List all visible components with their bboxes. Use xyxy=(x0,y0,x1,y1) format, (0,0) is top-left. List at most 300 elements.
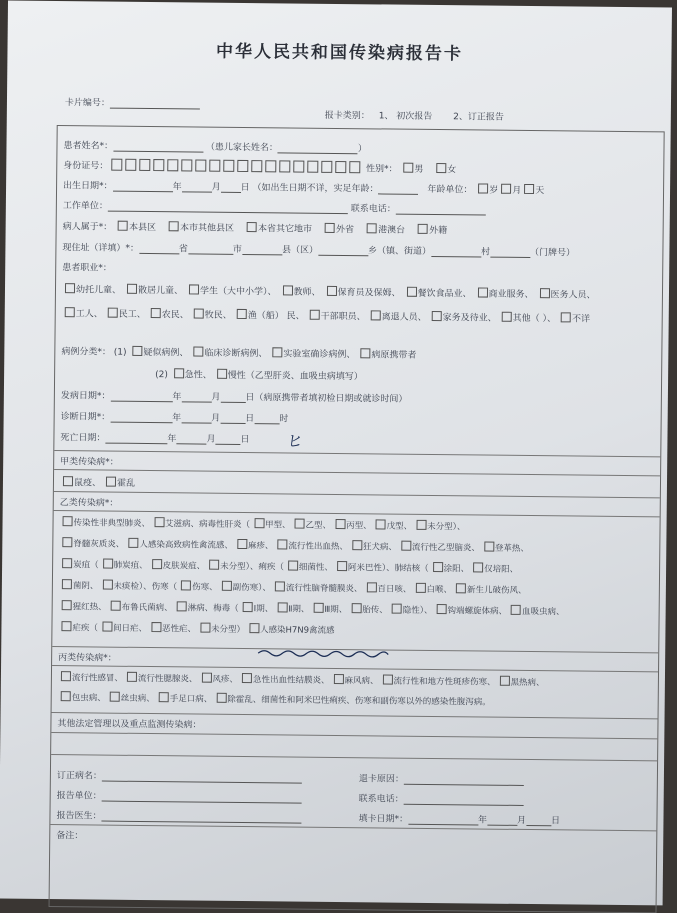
guardian-close: ） xyxy=(357,144,367,155)
return-reason-label: 退卡原因： xyxy=(358,774,404,785)
form-title: 中华人民共和国传染病报告卡 xyxy=(215,41,464,65)
city-blank[interactable] xyxy=(188,243,233,254)
village-blank[interactable] xyxy=(431,246,481,258)
belongs-option-label: 本省其它地市 xyxy=(258,224,313,235)
class-b-disease-checkbox[interactable] xyxy=(288,560,298,570)
class-a-disease-label: 鼠疫、 xyxy=(73,478,102,489)
death-day[interactable] xyxy=(215,434,240,445)
class-b-disease-label: 细菌性、 xyxy=(298,562,333,573)
belongs-option-label: 外省 xyxy=(336,224,355,236)
class-c-disease-checkbox[interactable] xyxy=(201,673,211,683)
occupation-option-label: 医务人员、 xyxy=(550,290,596,301)
occupation-option-label: 其他（ ）、 xyxy=(512,313,557,325)
occupation-option-checkbox[interactable] xyxy=(194,308,204,318)
class-b-disease-label: Ⅰ期、 xyxy=(253,604,274,615)
class-b-disease-checkbox[interactable] xyxy=(63,516,73,526)
female-checkbox[interactable] xyxy=(436,163,446,173)
class-b-disease-checkbox[interactable] xyxy=(473,562,483,572)
age-unit-label: 年龄单位： xyxy=(427,184,473,196)
class-c-row xyxy=(58,671,546,688)
class-b-disease-checkbox[interactable] xyxy=(102,580,112,590)
card-type-field xyxy=(325,108,504,123)
belongs-option-checkbox[interactable] xyxy=(325,223,335,233)
class-b-disease-checkbox[interactable] xyxy=(154,517,164,527)
divider xyxy=(54,469,660,476)
occupation-option-checkbox[interactable] xyxy=(407,287,417,297)
onset-year[interactable] xyxy=(110,391,172,403)
patient-name-label: 患者姓名*： xyxy=(63,141,114,152)
card-number-field[interactable] xyxy=(65,95,200,109)
class-b-disease-label: 人感染H7N9禽流感 xyxy=(259,625,335,636)
class-b-disease-checkbox[interactable] xyxy=(128,538,138,548)
occupation-option-checkbox[interactable] xyxy=(561,312,571,322)
class-b-disease-checkbox[interactable] xyxy=(337,561,347,571)
occupation-row-1 xyxy=(62,282,599,301)
case-class-row-2 xyxy=(155,367,365,382)
divider xyxy=(54,491,660,498)
diag-hour-unit: 时 xyxy=(279,414,289,425)
revised-name-label: 订正病名： xyxy=(56,771,102,782)
class-b-disease-checkbox[interactable] xyxy=(275,581,285,591)
report-unit-blank[interactable] xyxy=(102,791,302,804)
class-c-disease-label: 丝虫病、 xyxy=(120,693,155,705)
id-row xyxy=(63,158,456,175)
phone-label: 联系电话： xyxy=(350,204,396,215)
death-row xyxy=(60,430,249,445)
class-b-disease-checkbox[interactable] xyxy=(366,582,376,592)
occupation-option-label: 干部职员、 xyxy=(320,311,366,323)
id-digit-box[interactable] xyxy=(181,159,192,171)
case-class2-prefix: (2) xyxy=(155,370,168,381)
class-a-disease-checkbox[interactable] xyxy=(63,476,73,486)
class-b-disease-label: 流行性脑脊髓膜炎、 xyxy=(285,583,363,595)
case-class-option-checkbox[interactable] xyxy=(193,346,203,356)
class-c-disease-label: 麻风病、 xyxy=(344,676,379,687)
card-type-label: 报卡类别： xyxy=(324,110,370,122)
class-b-disease-label: 艾滋病、病毒性肝炎（ xyxy=(165,519,251,531)
id-digit-box[interactable] xyxy=(349,161,360,173)
class-b-disease-checkbox[interactable] xyxy=(102,622,112,632)
id-digit-box[interactable] xyxy=(307,161,318,173)
class-b-disease-checkbox[interactable] xyxy=(62,537,72,547)
belongs-option-checkbox[interactable] xyxy=(169,221,179,231)
class-b-disease-checkbox[interactable] xyxy=(437,604,447,614)
guardian-label: （患儿家长姓名： xyxy=(205,142,278,154)
class-b-row xyxy=(59,516,466,532)
case-class-label: 病例分类*： xyxy=(61,347,111,358)
fill-day[interactable] xyxy=(526,815,551,826)
township-blank[interactable] xyxy=(318,245,368,257)
class-b-disease-checkbox[interactable] xyxy=(433,562,443,572)
age-unit-month-checkbox[interactable] xyxy=(501,184,511,194)
class-b-disease-label: 登革热、 xyxy=(494,543,529,555)
class-c-disease-label: 黑热病、 xyxy=(510,677,545,689)
class-b-disease-label: 乙型、 xyxy=(305,520,332,531)
id-digit-box[interactable] xyxy=(335,161,346,173)
contact-phone-label: 联系电话： xyxy=(358,794,404,805)
class-b-disease-checkbox[interactable] xyxy=(484,542,494,552)
diag-hour[interactable] xyxy=(254,413,279,424)
class-a-disease-label: 霍乱 xyxy=(116,478,136,489)
id-digit-box[interactable] xyxy=(321,161,332,173)
class-b-disease-label: 菌阴、 xyxy=(72,581,99,592)
class-c-label: 丙类传染病*： xyxy=(58,653,117,664)
male-checkbox[interactable] xyxy=(403,163,413,173)
class-b-disease-label: 脊髓灰质炎、 xyxy=(73,539,125,550)
occupation-option-checkbox[interactable] xyxy=(327,286,337,296)
diag-year-unit: 年 xyxy=(172,413,182,424)
class-b-disease-label: 流行性出血热、 xyxy=(288,541,348,553)
class-b-disease-checkbox[interactable] xyxy=(277,602,287,612)
phone-blank[interactable] xyxy=(396,204,486,216)
report-doctor-label: 报告医生： xyxy=(56,811,102,822)
case-class-option-label: 临床诊断病例、 xyxy=(204,348,268,360)
class-c-disease-label: 流行性感冒、 xyxy=(71,673,123,684)
class-b-disease-label: 白喉、 xyxy=(426,584,453,596)
onset-month[interactable] xyxy=(181,391,211,402)
form-frame xyxy=(49,125,665,913)
occupation-option-checkbox[interactable] xyxy=(432,311,442,321)
class-c-disease-checkbox[interactable] xyxy=(127,672,137,682)
belongs-option-checkbox[interactable] xyxy=(367,223,377,233)
occupation-option-label: 保育员及保姆、 xyxy=(337,287,401,299)
class-b-disease-label: 肺炭疽、 xyxy=(113,560,148,572)
county-unit: 县（区） xyxy=(281,245,319,256)
card-type-initial[interactable]: 1、 初次报告 xyxy=(378,111,433,122)
class-c-disease-label: 流行性腮腺炎、 xyxy=(137,673,198,685)
class-b-disease-checkbox[interactable] xyxy=(237,539,247,549)
card-type-revised[interactable]: 2、订正报告 xyxy=(453,112,504,123)
occupation-option-checkbox[interactable] xyxy=(540,288,550,298)
class-b-disease-checkbox[interactable] xyxy=(200,623,210,633)
class-b-disease-checkbox[interactable] xyxy=(392,604,402,614)
class-b-disease-label: 百日咳、 xyxy=(377,584,412,595)
work-label: 工作单位： xyxy=(62,201,108,212)
divider xyxy=(51,754,657,761)
return-reason-blank[interactable] xyxy=(404,774,524,786)
case-class-option-checkbox[interactable] xyxy=(217,369,227,379)
class-b-disease-checkbox[interactable] xyxy=(243,602,253,612)
class-b-disease-label: 流行性乙型脑炎、 xyxy=(411,542,480,554)
class-c-disease-checkbox[interactable] xyxy=(159,692,169,702)
age-blank[interactable] xyxy=(378,183,418,194)
dob-row xyxy=(63,178,544,196)
class-b-disease-checkbox[interactable] xyxy=(151,622,161,632)
class-b-disease-checkbox[interactable] xyxy=(511,605,521,615)
class-b-disease-checkbox[interactable] xyxy=(62,600,72,610)
class-b-disease-checkbox[interactable] xyxy=(209,560,219,570)
id-digit-box[interactable] xyxy=(167,159,178,171)
death-month-unit: 月 xyxy=(206,434,216,445)
guardian-blank[interactable] xyxy=(278,142,358,154)
occupation-option-label: 家务及待业、 xyxy=(442,313,497,324)
province-blank[interactable] xyxy=(139,243,179,254)
id-digit-box[interactable] xyxy=(195,159,206,171)
death-year-unit: 年 xyxy=(167,434,177,445)
female-label: 女 xyxy=(447,165,457,176)
class-b-disease-checkbox[interactable] xyxy=(103,559,113,569)
report-unit-label: 报告单位： xyxy=(56,791,102,802)
house-unit: （门牌号） xyxy=(529,248,576,259)
case-class-option-checkbox[interactable] xyxy=(360,348,370,358)
class-c-disease-checkbox[interactable] xyxy=(242,673,252,683)
class-b-disease-label: 甲型、 xyxy=(265,520,291,531)
class-b-disease-label: 未痰检）、伤寒（ xyxy=(113,581,178,593)
belongs-option-checkbox[interactable] xyxy=(247,222,257,232)
onset-year-unit: 年 xyxy=(172,392,182,403)
id-digit-box[interactable] xyxy=(209,160,220,172)
onset-day[interactable] xyxy=(220,392,245,403)
diag-month[interactable] xyxy=(181,412,211,423)
age-unit-day-checkbox[interactable] xyxy=(524,184,534,194)
class-c-row xyxy=(58,691,492,708)
patient-name-row xyxy=(63,138,367,154)
fill-day-unit: 日 xyxy=(550,816,561,827)
occupation-option-label: 教师、 xyxy=(293,287,321,298)
case-class-option-checkbox[interactable] xyxy=(132,346,142,356)
occupation-option-checkbox[interactable] xyxy=(65,283,75,293)
dob-label: 出生日期*： xyxy=(63,181,113,192)
class-b-disease-label: 未分型）、 xyxy=(427,521,466,533)
occupation-option-checkbox[interactable] xyxy=(478,287,488,297)
class-b-disease-label: 人感染高致病性禽流感、 xyxy=(139,539,233,551)
case-class-option-label: 急性、 xyxy=(184,370,212,381)
class-b-disease-checkbox[interactable] xyxy=(62,579,72,589)
class-b-disease-checkbox[interactable] xyxy=(313,603,323,613)
diag-day[interactable] xyxy=(220,413,245,424)
fill-date-row xyxy=(358,811,560,826)
id-digit-box[interactable] xyxy=(111,159,122,171)
class-c-disease-label: 除霍乱、细菌性和阿米巴性痢疾、伤寒和副伤寒以外的感染性腹泻病。 xyxy=(227,694,491,708)
occupation-option-checkbox[interactable] xyxy=(371,310,381,320)
patient-name-blank[interactable] xyxy=(113,141,203,153)
class-b-disease-label: 恶性疟、 xyxy=(161,624,197,635)
class-b-disease-checkbox[interactable] xyxy=(249,623,259,633)
class-b-disease-label: 疟疾（ xyxy=(72,623,99,634)
report-doctor-blank[interactable] xyxy=(101,811,301,824)
class-c-disease-checkbox[interactable] xyxy=(216,693,226,703)
class-c-disease-checkbox[interactable] xyxy=(61,671,71,681)
death-label: 死亡日期： xyxy=(60,433,106,444)
class-b-row xyxy=(59,600,566,617)
contact-phone-blank[interactable] xyxy=(404,794,524,806)
class-b-disease-label: 猩红热、 xyxy=(72,602,107,613)
id-digit-box[interactable] xyxy=(279,160,290,172)
class-b-disease-checkbox[interactable] xyxy=(61,621,71,631)
class-b-disease-label: 新生儿破伤风、 xyxy=(466,585,527,596)
class-b-disease-checkbox[interactable] xyxy=(181,580,191,590)
report-card-sheet xyxy=(0,1,672,906)
class-b-label: 乙类传染病*： xyxy=(59,498,119,509)
class-b-disease-label: 阿米巴性）、肺结核（ xyxy=(347,563,429,574)
class-b-disease-label: 涂阳、 xyxy=(443,564,470,575)
class-b-disease-checkbox[interactable] xyxy=(401,541,411,551)
house-blank[interactable] xyxy=(490,247,530,258)
id-digit-box[interactable] xyxy=(125,159,136,171)
class-b-disease-label: 未分型） xyxy=(210,624,246,636)
occupation-option-checkbox[interactable] xyxy=(502,312,512,322)
occupation-option-label: 民工、 xyxy=(118,309,146,320)
age-unit-year-checkbox[interactable] xyxy=(478,183,488,193)
class-b-disease-label: 传染性非典型肺炎、 xyxy=(73,518,151,530)
county-blank[interactable] xyxy=(242,244,282,255)
occupation-option-checkbox[interactable] xyxy=(282,285,292,295)
class-b-disease-checkbox[interactable] xyxy=(352,540,362,550)
case-class-option-label: 疑似病例、 xyxy=(143,347,189,359)
remarks-label: 备注： xyxy=(56,831,84,842)
onset-row xyxy=(61,388,408,405)
card-number-blank[interactable] xyxy=(110,98,200,110)
case-class-option-checkbox[interactable] xyxy=(272,347,282,357)
occupation-option-label: 商业服务、 xyxy=(488,289,534,301)
occupation-option-label: 散居儿童、 xyxy=(137,285,184,297)
class-c-disease-label: 急性出血性结膜炎、 xyxy=(252,675,330,686)
occupation-option-label: 离退人员、 xyxy=(381,312,427,323)
occupation-option-label: 不详 xyxy=(572,314,591,325)
diag-month-unit: 月 xyxy=(211,413,221,424)
class-b-disease-label: 伤寒、 xyxy=(192,582,218,593)
revised-name-blank[interactable] xyxy=(102,771,302,784)
case-class1-options xyxy=(129,348,418,361)
class-b-disease-checkbox[interactable] xyxy=(351,603,361,613)
class-b-disease-checkbox[interactable] xyxy=(152,559,162,569)
month-unit: 月 xyxy=(211,182,221,193)
class-b-disease-checkbox[interactable] xyxy=(277,539,287,549)
occupation-option-checkbox[interactable] xyxy=(237,309,247,319)
death-year[interactable] xyxy=(105,433,167,445)
occupation-option-checkbox[interactable] xyxy=(151,308,161,318)
class-b-row xyxy=(58,621,335,636)
death-day-unit: 日 xyxy=(240,434,250,446)
belongs-option-checkbox[interactable] xyxy=(118,221,128,231)
dob-note: （如出生日期不详，实足年龄： xyxy=(252,183,379,195)
divider xyxy=(51,732,657,739)
case-class-option-label: 病原携带者 xyxy=(371,350,417,361)
onset-month-unit: 月 xyxy=(211,392,221,403)
belongs-options xyxy=(115,223,457,237)
age-unit-day: 天 xyxy=(535,186,545,197)
occupation-option-label: 工人、 xyxy=(75,309,103,320)
year-unit: 年 xyxy=(172,182,182,193)
class-b-disease-checkbox[interactable] xyxy=(456,583,466,593)
address-label: 现住址（详填）*： xyxy=(62,243,139,254)
occupation-option-checkbox[interactable] xyxy=(189,284,199,294)
revised-name-row xyxy=(57,768,302,784)
class-b-disease-checkbox[interactable] xyxy=(295,519,305,529)
occupation-option-checkbox[interactable] xyxy=(127,284,137,294)
case-class-option-checkbox[interactable] xyxy=(174,368,184,378)
dob-day-blank[interactable] xyxy=(221,182,241,193)
fill-month[interactable] xyxy=(487,815,517,826)
class-a-options xyxy=(60,475,137,489)
diag-year[interactable] xyxy=(110,412,172,424)
fill-year[interactable] xyxy=(408,814,478,826)
dob-month-blank[interactable] xyxy=(182,181,212,192)
dob-year-blank[interactable] xyxy=(113,181,173,193)
class-b-disease-checkbox[interactable] xyxy=(111,601,121,611)
return-reason-row xyxy=(359,771,524,786)
class-b-disease-label: 戊型、 xyxy=(386,521,413,532)
divider xyxy=(50,824,656,831)
class-b-disease-label: 麻疹、 xyxy=(247,541,274,552)
occupation-option-checkbox[interactable] xyxy=(65,307,75,317)
report-doctor-row xyxy=(56,808,301,824)
class-c-disease-checkbox[interactable] xyxy=(333,674,343,684)
id-digit-box[interactable] xyxy=(237,160,248,172)
class-b-disease-checkbox[interactable] xyxy=(222,581,232,591)
id-digit-box[interactable] xyxy=(265,160,276,172)
death-month[interactable] xyxy=(176,433,206,444)
class-c-disease-checkbox[interactable] xyxy=(61,691,71,701)
occupation-option-label: 渔（船） 民、 xyxy=(247,311,305,322)
class-b-disease-checkbox[interactable] xyxy=(376,519,386,529)
class-c-disease-checkbox[interactable] xyxy=(382,674,392,684)
class-b-disease-label: 胎传、 xyxy=(362,605,388,616)
belongs-option-checkbox[interactable] xyxy=(418,224,428,234)
class-c-disease-label: 流行性和地方性斑疹伤寒、 xyxy=(393,676,496,688)
class-b-disease-label: 血吸虫病、 xyxy=(522,606,565,618)
class-c-disease-checkbox[interactable] xyxy=(499,676,509,686)
class-b-disease-checkbox[interactable] xyxy=(62,558,72,568)
id-digit-box[interactable] xyxy=(139,159,150,171)
handwritten-mark: ヒ xyxy=(284,430,303,452)
fill-year-unit: 年 xyxy=(477,815,488,826)
occupation-label: 患者职业*： xyxy=(62,263,112,274)
belongs-option-label: 本县区 xyxy=(128,222,157,234)
belongs-label: 病人属于*： xyxy=(62,222,113,233)
village-unit: 村 xyxy=(480,247,491,258)
class-a-disease-checkbox[interactable] xyxy=(106,477,116,487)
case-class2-options xyxy=(171,370,365,382)
id-digit-box[interactable] xyxy=(251,160,262,172)
class-b-disease-label: 间日疟、 xyxy=(112,623,148,635)
class-b-disease-checkbox[interactable] xyxy=(416,520,426,530)
address-row xyxy=(62,240,575,258)
belongs-option-label: 本市其他县区 xyxy=(179,223,235,234)
day-unit: 日 xyxy=(240,182,250,194)
onset-note: （病原携带者填初检日期或就诊时间） xyxy=(254,393,408,405)
occupation-option-checkbox[interactable] xyxy=(310,310,320,320)
occupation-option-checkbox[interactable] xyxy=(108,308,118,318)
class-b-disease-label: 丙型、 xyxy=(346,521,372,532)
id-digit-box[interactable] xyxy=(293,161,304,173)
class-c-disease-label: 风疹、 xyxy=(212,674,239,685)
belongs-option-label: 外籍 xyxy=(429,225,448,237)
card-number-label: 卡片编号： xyxy=(64,98,111,109)
id-boxes[interactable] xyxy=(111,162,363,175)
occupation-option-label: 餐饮食品业、 xyxy=(417,288,472,300)
city-unit: 市 xyxy=(232,244,243,255)
id-digit-box[interactable] xyxy=(153,159,164,171)
class-c-disease-checkbox[interactable] xyxy=(110,692,120,702)
divider xyxy=(54,450,660,457)
case-class-option-label: 慢性（乙型肝炎、血吸虫病填写） xyxy=(227,370,363,383)
work-blank[interactable] xyxy=(108,201,348,215)
class-b-disease-checkbox[interactable] xyxy=(415,583,425,593)
diagnosis-row xyxy=(61,409,289,424)
township-unit: 乡（镇、街道） xyxy=(367,246,432,257)
class-b-disease-checkbox[interactable] xyxy=(254,518,264,528)
belongs-option-label: 港澳台 xyxy=(378,225,406,236)
class-b-disease-label: 仅培阳、 xyxy=(484,564,519,575)
class-b-disease-checkbox[interactable] xyxy=(177,601,187,611)
id-digit-box[interactable] xyxy=(223,160,234,172)
sex-label: 性别*： xyxy=(365,164,398,175)
occupation-option-label: 学生（大中小学）、 xyxy=(199,286,277,298)
age-unit-month: 月 xyxy=(512,185,522,196)
class-b-disease-checkbox[interactable] xyxy=(335,519,345,529)
diag-label: 诊断日期*： xyxy=(60,412,111,423)
